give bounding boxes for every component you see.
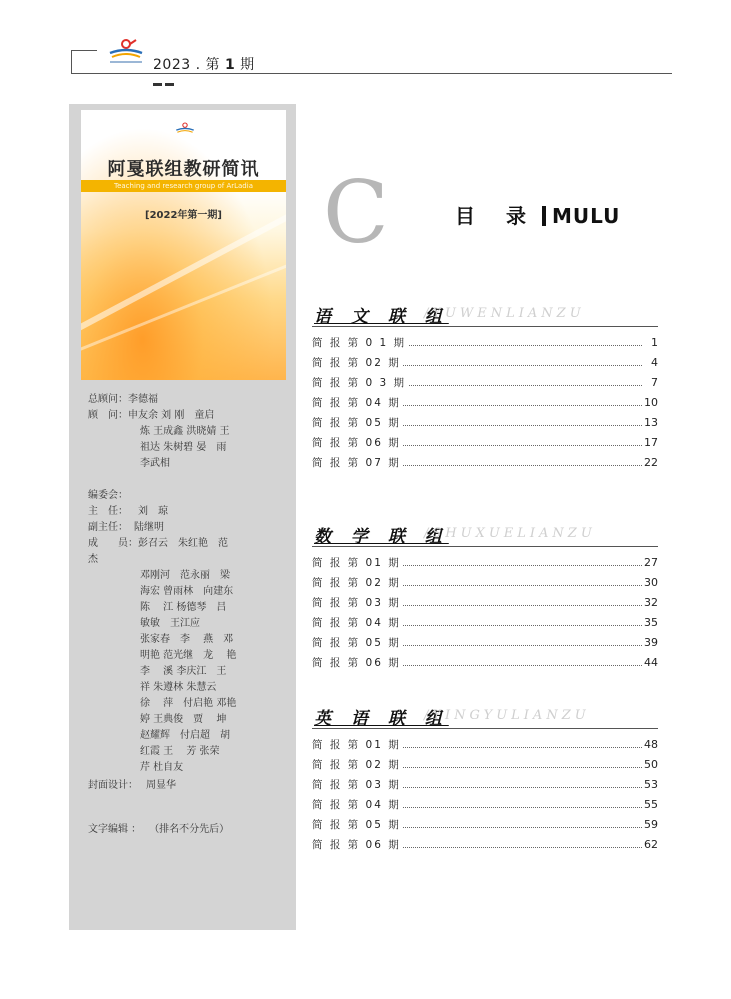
- toc-entry-page: 39: [644, 636, 658, 649]
- toc-entry-label: 简 报 第 06 期: [312, 433, 403, 453]
- section-heading: [312, 522, 658, 547]
- toc-entry-label: 简 报 第 04 期: [312, 613, 403, 633]
- toc-entry-label: 简 报 第 03 期: [312, 775, 403, 795]
- toc-entry-label: 简 报 第 02 期: [312, 353, 403, 373]
- members-line: 芹 杜自友: [140, 762, 184, 773]
- issue-number: 1: [224, 57, 236, 73]
- toc-entry-label: 简 报 第 06 期: [312, 835, 403, 855]
- section-title-en: /YUWENLIANZU: [424, 306, 585, 321]
- toc-entry-label: 简 报 第 04 期: [312, 393, 403, 413]
- credits-editor: [88, 822, 229, 838]
- toc-entry[interactable]: [312, 393, 658, 413]
- members-line: 张家春 李 燕 邓: [140, 634, 234, 645]
- toc-entry-label: 简 报 第 01 期: [312, 553, 403, 573]
- committee-label: 编委会：: [88, 490, 128, 501]
- toc-entry-label: 简 报 第 03 期: [312, 593, 403, 613]
- toc-title-en: MULU: [551, 204, 621, 228]
- members-line: 婷 王典俊 贾 坤: [140, 714, 227, 725]
- book-logo-icon: [104, 37, 148, 65]
- advisor-name: 李德福: [128, 394, 158, 405]
- toc-entry[interactable]: [312, 373, 658, 393]
- members-line: 杰: [88, 554, 98, 565]
- toc-entry[interactable]: [312, 573, 658, 593]
- section-heading: [312, 704, 658, 729]
- toc-entry-page: 50: [644, 758, 658, 771]
- toc-entry-page: 13: [644, 416, 658, 429]
- toc-entry-page: 48: [644, 738, 658, 751]
- toc-entry-page: 4: [651, 356, 658, 369]
- credits-design: [88, 778, 176, 794]
- toc-title: [455, 200, 620, 229]
- issue-suffix: 期: [240, 57, 255, 73]
- members-line: 邓刚河 范永丽 梁: [140, 570, 230, 581]
- toc-entry[interactable]: [312, 433, 658, 453]
- toc-big-letter: C: [323, 163, 389, 263]
- members-line: 赵耀辉 付启超 胡: [140, 730, 230, 741]
- toc-entry[interactable]: [312, 815, 658, 835]
- credits-committee: [88, 488, 236, 776]
- members-line: 红霞 王 芳 张荣: [140, 746, 220, 757]
- consultants-line: 申友余 刘 刚 童启: [128, 410, 215, 421]
- toc-entry[interactable]: [312, 593, 658, 613]
- header-frame-top: [71, 50, 97, 51]
- toc-entry-label: 简 报 第 02 期: [312, 755, 403, 775]
- toc-entry-page: 17: [644, 436, 658, 449]
- toc-entry[interactable]: [312, 775, 658, 795]
- members-line: 陈 江 杨德琴 吕: [140, 602, 227, 613]
- toc-entry[interactable]: [312, 633, 658, 653]
- section-title-zh: 语 文 联 组: [314, 307, 449, 327]
- header-frame-left: [71, 50, 72, 73]
- members-line: 徐 萍 付启艳 邓艳: [140, 698, 237, 709]
- editor-note: （排名不分先后）: [149, 824, 230, 835]
- toc-entry-label: 简 报 第 07 期: [312, 453, 403, 473]
- toc-entry-page: 62: [644, 838, 658, 851]
- section-heading: [312, 302, 658, 327]
- toc-entry-page: 1: [651, 336, 658, 349]
- cover-design-label: 封面设计：: [88, 780, 138, 791]
- issue-prefix: 第: [205, 57, 220, 73]
- toc-section-chinese: [312, 302, 658, 473]
- toc-entry-page: 55: [644, 798, 658, 811]
- toc-entry-page: 44: [644, 656, 658, 669]
- toc-title-bar: [542, 206, 546, 226]
- members-line: 李 溪 李庆江 王: [140, 666, 227, 677]
- toc-entry-label: 简 报 第 02 期: [312, 573, 403, 593]
- toc-entry[interactable]: [312, 755, 658, 775]
- director-label: 主 任：: [88, 506, 128, 517]
- toc-entry-page: 59: [644, 818, 658, 831]
- advisor-label: 总顾问：: [88, 394, 128, 405]
- toc-entry-label: 简 报 第 0 3 期: [312, 373, 408, 393]
- consultants-line: 祖达 朱树碧 晏 雨: [140, 442, 227, 453]
- members-line: 敏敏 王江应: [140, 618, 200, 629]
- header-rule: [71, 73, 672, 74]
- toc-entry-page: 10: [644, 396, 658, 409]
- vice-director-name: 陆继明: [134, 522, 164, 533]
- issue-label: 2023 . 第 1 期: [153, 57, 255, 73]
- toc-entry-label: 简 报 第 05 期: [312, 413, 403, 433]
- toc-entry-page: 35: [644, 616, 658, 629]
- toc-entry-page: 32: [644, 596, 658, 609]
- toc-section-math: [312, 522, 658, 673]
- toc-entry[interactable]: [312, 353, 658, 373]
- cover-title: 阿戛联组教研简讯: [107, 159, 260, 180]
- toc-entry[interactable]: [312, 653, 658, 673]
- toc-entry-label: 简 报 第 06 期: [312, 653, 403, 673]
- section-title-zh: 英 语 联 组: [314, 709, 449, 729]
- consultants-line: 炼 王成鑫 洪晓婧 王: [140, 426, 230, 437]
- members-line: 彭召云 朱红艳 范: [138, 538, 228, 549]
- toc-section-english: [312, 704, 658, 855]
- members-label: 成 员：: [88, 538, 138, 549]
- credits-advisors: [88, 392, 230, 472]
- toc-entry[interactable]: [312, 735, 658, 755]
- editor-label: 文字编辑 ：: [88, 824, 142, 835]
- book-logo-icon: [173, 120, 197, 138]
- toc-title-zh: 目 录: [455, 204, 538, 228]
- toc-entry-label: 简 报 第 05 期: [312, 633, 403, 653]
- issue-year: 2023: [153, 57, 191, 73]
- cover-subtitle: Teaching and research group of ArLadia: [114, 182, 253, 190]
- toc-entry[interactable]: [312, 835, 658, 855]
- section-title-zh: 数 学 联 组: [314, 527, 449, 547]
- toc-entry-label: 简 报 第 05 期: [312, 815, 403, 835]
- toc-entry-label: 简 报 第 04 期: [312, 795, 403, 815]
- toc-entry-page: 27: [644, 556, 658, 569]
- members-line: 明艳 范光继 龙 艳: [140, 650, 237, 661]
- consultants-label: 顾 问：: [88, 410, 128, 421]
- toc-entry-label: 简 报 第 01 期: [312, 735, 403, 755]
- toc-entry-label: 简 报 第 0 1 期: [312, 333, 408, 353]
- director-name: 刘 琼: [138, 506, 168, 517]
- toc-entry[interactable]: [312, 553, 658, 573]
- toc-entry-page: 53: [644, 778, 658, 791]
- toc-entry-page: 7: [651, 376, 658, 389]
- toc-entry[interactable]: [312, 795, 658, 815]
- toc-entry[interactable]: [312, 453, 658, 473]
- section-title-en: /YINGYULIANZU: [424, 708, 590, 723]
- members-line: 祥 朱遵林 朱慧云: [140, 682, 217, 693]
- members-line: 海宏 曾雨林 向建东: [140, 586, 234, 597]
- cover-design-name: 周显华: [146, 780, 176, 791]
- toc-entry-page: 30: [644, 576, 658, 589]
- toc-entry[interactable]: [312, 333, 658, 353]
- section-title-en: /SHUXUELIANZU: [424, 526, 596, 541]
- toc-entry[interactable]: [312, 413, 658, 433]
- cover-image: [81, 110, 286, 380]
- consultants-line: 李武相: [140, 458, 170, 469]
- vice-director-label: 副主任：: [88, 522, 128, 533]
- toc-entry-page: 22: [644, 456, 658, 469]
- cover-issue: [2022年第一期]: [145, 210, 222, 221]
- toc-entry[interactable]: [312, 613, 658, 633]
